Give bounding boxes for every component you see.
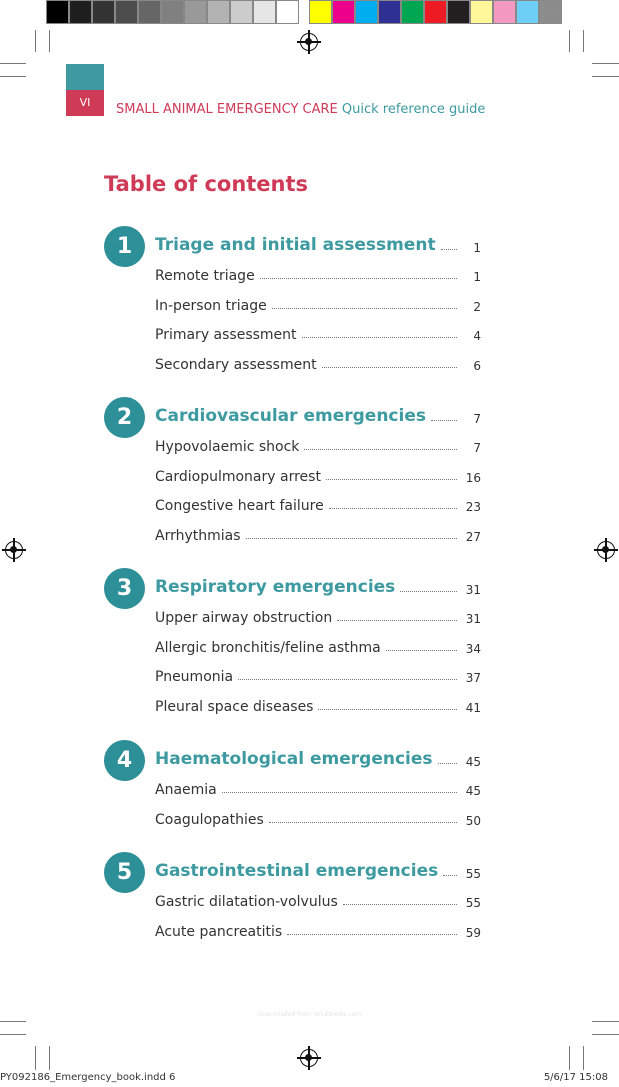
grey-swatch: [230, 0, 253, 24]
dot-leader: [269, 822, 457, 823]
crop-mark: [35, 30, 36, 52]
entry-title: Upper airway obstruction: [155, 610, 333, 626]
color-swatch: [355, 0, 378, 24]
page-number: 45: [465, 755, 481, 769]
toc-entry[interactable]: [155, 357, 481, 373]
crop-mark: [0, 76, 26, 77]
page-number: 55: [465, 896, 481, 910]
page-number: 50: [465, 813, 481, 828]
color-swatch: [332, 0, 355, 24]
grey-swatch: [207, 0, 230, 24]
toc-entry[interactable]: [155, 699, 481, 715]
toc-entry[interactable]: [155, 498, 481, 514]
color-calibration-bar: [46, 0, 562, 24]
toc-entry[interactable]: [155, 439, 481, 455]
dot-leader: [343, 904, 457, 905]
color-swatch: [447, 0, 470, 24]
crop-mark: [0, 1034, 26, 1035]
page-number: 23: [465, 500, 481, 514]
chapter-heading-entry[interactable]: [155, 861, 481, 881]
dot-leader: [400, 591, 457, 592]
grey-swatch: [161, 0, 184, 24]
chapter-heading-entry[interactable]: [155, 406, 481, 426]
toc-entry[interactable]: [155, 669, 481, 685]
entry-title: In-person triage: [155, 297, 267, 314]
toc-entry[interactable]: [155, 298, 481, 314]
page-number: 31: [465, 612, 481, 626]
page-title: Table of contents: [104, 172, 309, 196]
chapter-number-badge: 2: [104, 397, 145, 438]
toc-entry[interactable]: [155, 640, 481, 656]
entry-title: Gastric dilatation-volvulus: [155, 894, 338, 910]
chapter-number-badge: 5: [104, 852, 145, 893]
grey-swatch: [115, 0, 138, 24]
crop-mark: [0, 63, 26, 64]
crop-mark: [0, 1021, 26, 1022]
page-number: 6: [473, 358, 481, 373]
dot-leader: [386, 650, 457, 651]
chapter-heading-entry[interactable]: [155, 577, 481, 597]
chapter-number-badge: 1: [104, 226, 145, 267]
registration-mark-icon: [597, 541, 615, 559]
page-number: 7: [473, 412, 481, 426]
entry-title: Secondary assessment: [155, 356, 317, 373]
grey-swatch: [184, 0, 207, 24]
slug-datetime: 5/6/17 15:08: [543, 1072, 608, 1083]
swatch-gap: [299, 0, 309, 24]
page-number: 55: [465, 867, 481, 881]
entry-title: Pleural space diseases: [155, 698, 314, 715]
toc-entry[interactable]: [155, 782, 481, 798]
dot-leader: [246, 538, 457, 539]
registration-mark-icon: [300, 1049, 318, 1067]
entry-title: Allergic bronchitis/feline asthma: [155, 639, 381, 656]
dot-leader: [443, 875, 457, 876]
running-header: [116, 102, 485, 117]
dot-leader: [438, 763, 457, 764]
dot-leader: [238, 679, 457, 680]
grey-swatch: [92, 0, 115, 24]
entry-title: Acute pancreatitis: [155, 923, 283, 940]
page-number: 1: [473, 270, 481, 284]
crop-mark: [49, 30, 50, 52]
crop-mark: [583, 30, 584, 52]
page-number: 41: [465, 700, 481, 715]
color-swatch: [401, 0, 424, 24]
crop-mark: [569, 1046, 570, 1070]
page-number: 27: [465, 529, 481, 544]
toc-entry[interactable]: [155, 327, 481, 343]
dot-leader: [326, 479, 457, 480]
crop-mark: [592, 76, 619, 77]
dot-leader: [329, 508, 457, 509]
color-swatch: [539, 0, 562, 24]
color-swatch: [493, 0, 516, 24]
chapter-number-badge: 3: [104, 568, 145, 609]
page-number-roman: VI: [66, 90, 104, 116]
entry-title: Hypovolaemic shock: [155, 439, 300, 455]
page-number: 37: [465, 671, 481, 685]
chapter-heading-entry[interactable]: [155, 749, 481, 769]
toc-entry[interactable]: [155, 610, 481, 626]
chapter-title: Gastrointestinal emergencies: [155, 861, 439, 881]
dot-leader: [318, 709, 457, 710]
crop-mark: [35, 1046, 36, 1070]
grey-swatch: [69, 0, 92, 24]
color-swatch: [378, 0, 401, 24]
page-number: 34: [465, 641, 481, 656]
chapter-heading-entry[interactable]: [155, 235, 481, 255]
page-number: 45: [465, 784, 481, 798]
color-swatch: [516, 0, 539, 24]
chapter-title: Haematological emergencies: [155, 749, 433, 769]
page-number: 2: [473, 299, 481, 314]
dot-leader: [431, 420, 457, 421]
header-tab-teal: [66, 64, 104, 90]
page-number: 4: [473, 329, 481, 343]
entry-title: Coagulopathies: [155, 811, 264, 828]
entry-title: Remote triage: [155, 268, 255, 284]
grey-swatch: [46, 0, 69, 24]
dot-leader: [287, 934, 457, 935]
color-swatch: [424, 0, 447, 24]
chapter-title: Respiratory emergencies: [155, 577, 396, 597]
crop-mark: [592, 63, 619, 64]
dot-leader: [260, 278, 457, 279]
entry-title: Pneumonia: [155, 669, 234, 685]
toc-entry[interactable]: [155, 924, 481, 940]
grey-swatch: [276, 0, 299, 24]
crop-mark: [569, 30, 570, 52]
entry-title: Cardiopulmonary arrest: [155, 468, 321, 485]
dot-leader: [302, 337, 457, 338]
crop-mark: [49, 1046, 50, 1070]
registration-mark-icon: [300, 33, 318, 51]
color-swatch: [470, 0, 493, 24]
crop-mark: [592, 1021, 619, 1022]
grey-swatch: [253, 0, 276, 24]
registration-mark-icon: [5, 541, 23, 559]
chapter-number-badge: 4: [104, 740, 145, 781]
dot-leader: [272, 308, 457, 309]
dot-leader: [304, 449, 457, 450]
grey-swatch: [138, 0, 161, 24]
toc-entry[interactable]: [155, 528, 481, 544]
page-number: 7: [473, 441, 481, 455]
dot-leader: [222, 792, 457, 793]
color-swatch: [309, 0, 332, 24]
entry-title: Congestive heart failure: [155, 498, 324, 514]
toc-entry[interactable]: [155, 268, 481, 284]
page-number: 1: [473, 241, 481, 255]
book-subtitle: Quick reference guide: [341, 102, 486, 117]
crop-mark: [592, 1034, 619, 1035]
toc-entry[interactable]: [155, 469, 481, 485]
book-title: SMALL ANIMAL EMERGENCY CARE: [116, 102, 338, 117]
toc-entry[interactable]: [155, 812, 481, 828]
entry-title: Arrhythmias: [155, 527, 241, 544]
crop-mark: [583, 1046, 584, 1070]
page-number: 59: [465, 925, 481, 940]
dot-leader: [337, 620, 457, 621]
faint-watermark-text: Downloaded from Vet-Ebooks.com: [257, 1011, 362, 1018]
page-number: 16: [465, 470, 481, 485]
chapter-title: Cardiovascular emergencies: [155, 406, 426, 426]
dot-leader: [322, 367, 457, 368]
entry-title: Anaemia: [155, 782, 217, 798]
entry-title: Primary assessment: [155, 327, 297, 343]
dot-leader: [441, 249, 457, 250]
chapter-title: Triage and initial assessment: [155, 235, 436, 255]
page-number: 31: [465, 583, 481, 597]
toc-entry[interactable]: [155, 894, 481, 910]
slug-filename: PY092186_Emergency_book.indd 6: [0, 1072, 176, 1083]
